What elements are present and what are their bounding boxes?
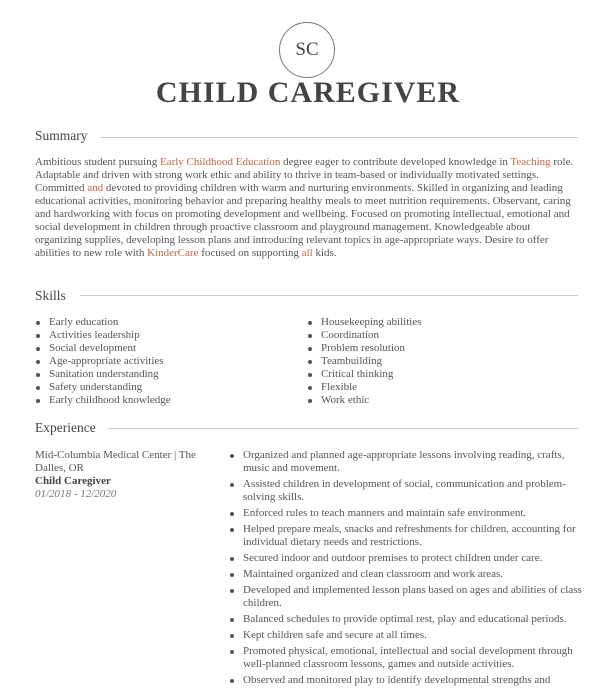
job-info <box>35 449 215 501</box>
skill-item: Safety understanding <box>35 381 285 394</box>
summary-segment: focused on supporting <box>198 247 302 259</box>
highlighted-keyword: all <box>301 247 313 259</box>
skills-list-left <box>35 316 285 407</box>
summary-segment: devoted to providing children with warm and nurturing environments. Skilled in organizing and leading educational activities, monitoring behavior and preparing healthy meals to meet nutrition requirements. Observant, caring and hardworking with focus on promoting development and wellbeing. Focused on promoting intellectual, emotional and social development in children through proactive classroom and playground management. Knowledgeable about organizing supplies, developing lesson plans and introducing relevant topics in age-appropriate ways. Desire to offer abilities to new role with <box>35 182 571 259</box>
job-bullet: Assisted children in development of social, communication and problem-solving skills. <box>229 478 584 504</box>
job-bullets <box>229 449 584 700</box>
divider <box>108 428 578 429</box>
skill-item: Flexible <box>307 381 557 394</box>
job-bullet: Secured indoor and outdoor premises to protect children under care. <box>229 552 584 565</box>
highlighted-keyword: Early Childhood Education <box>159 156 281 168</box>
skill-item: Early childhood knowledge <box>35 394 285 407</box>
highlighted-keyword: KinderCare <box>147 247 199 259</box>
job-title: Child Caregiver <box>35 475 111 487</box>
skill-item: Activities leadership <box>35 329 285 342</box>
summary-text <box>35 156 580 260</box>
page-title: CHILD CAREGIVER <box>155 76 461 109</box>
summary-heading: Summary <box>35 128 88 143</box>
job-bullet: Promoted physical, emotional, intellectual and social development through well-planned classroom lessons, games and outside activities. <box>229 645 584 671</box>
job-bullet: Maintained organized and clean classroom and work areas. <box>229 568 584 581</box>
skill-item: Teambuilding <box>307 355 557 368</box>
skill-item: Coordination <box>307 329 557 342</box>
job-bullet: Balanced schedules to provide optimal rest, play and educational periods. <box>229 613 584 626</box>
job-bullet: Observed and monitored play to identify developmental strengths and <box>229 674 584 687</box>
highlighted-keyword: Teaching <box>510 156 551 168</box>
skill-item: Problem resolution <box>307 342 557 355</box>
job-bullet: Helped prepare meals, snacks and refreshments for children, accounting for individual dietary needs and restrictions. <box>229 523 584 549</box>
summary-segment: role. Adaptable and driven with strong work ethic and ability to thrive in team-based or individually motivated settings. Committed <box>35 156 574 194</box>
job-bullet: Kept children safe and secure at all times. <box>229 629 584 642</box>
divider <box>80 295 578 296</box>
highlighted-keyword: and <box>87 182 104 194</box>
skills-list-right <box>307 316 557 407</box>
employer: Mid-Columbia Medical Center | The Dalles, OR <box>35 449 196 474</box>
summary-segment: Ambitious student pursuing <box>35 156 160 168</box>
job-bullet: Developed and implemented lesson plans based on ages and abilities of class children. <box>229 584 584 610</box>
skill-item: Age-appropriate activities <box>35 355 285 368</box>
skills-heading: Skills <box>35 288 66 303</box>
experience-heading: Experience <box>35 420 96 435</box>
skill-item: Early education <box>35 316 285 329</box>
skill-item: Sanitation understanding <box>35 368 285 381</box>
divider <box>100 137 578 138</box>
skill-item: Social development <box>35 342 285 355</box>
job-bullet: Organized and planned age-appropriate lessons involving reading, crafts, music and movement. <box>229 449 584 475</box>
summary-segment: degree eager to contribute developed knowledge in <box>280 156 511 168</box>
monogram-badge: SC <box>279 22 335 78</box>
job-bullet: Enforced rules to teach manners and maintain safe environment. <box>229 507 584 520</box>
job-dates: 01/2018 - 12/2020 <box>35 488 117 500</box>
skill-item: Housekeeping abilities <box>307 316 557 329</box>
skill-item: Critical thinking <box>307 368 557 381</box>
skill-item: Work ethic <box>307 394 557 407</box>
summary-segment: kids. <box>312 247 337 259</box>
